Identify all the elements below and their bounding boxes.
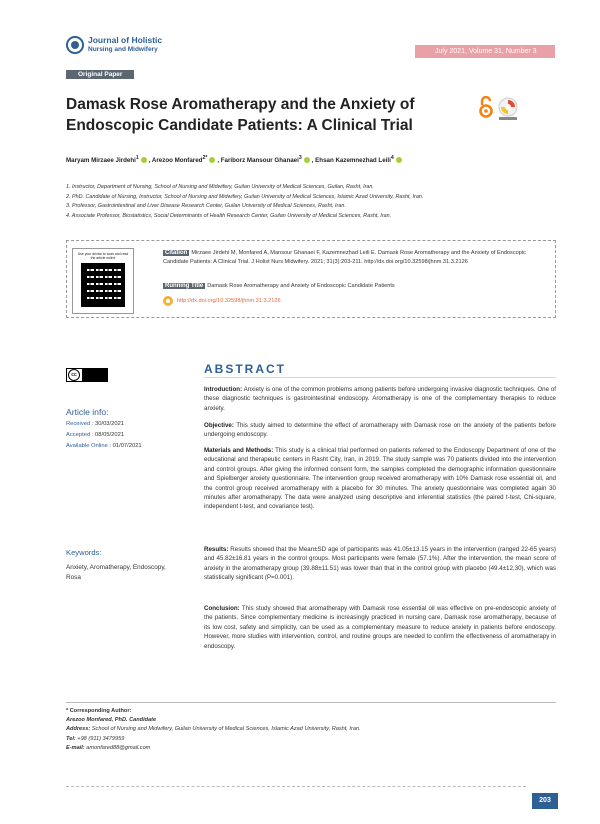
keywords-heading: Keywords: bbox=[66, 548, 102, 557]
orcid-icon[interactable] bbox=[209, 157, 215, 163]
journal-logo bbox=[66, 36, 162, 54]
abstract-methods: Materials and Methods: This study is a clinical trial performed on patients referred to the Endoscopy Department of one of the educational and therapeutic centers in Rasht City, Iran, in 2019. The study sample was 70 patients divided into the intervention and control groups. After giving the informed consent form, the samples completed the demographic information questionnaire and Spielberger anxiety questionnaire. The intervention group received aromatherapy with 10% Damask rose essential oil, and the control group received aromatherapy with a placebo for 30 minutes. The anxiety questionnaire was completed again 30 minutes after aromatherapy. The data were analyzed using descriptive and inferential statistics (the paired t-test, Chi-square, independent t-test, and covariance test). bbox=[204, 447, 556, 511]
orcid-icon[interactable] bbox=[141, 157, 147, 163]
qr-caption: Use your device to scan and read the article online bbox=[77, 252, 129, 260]
article-info-heading: Article info: bbox=[66, 407, 109, 417]
page-title: Damask Rose Aromatherapy and the Anxiety of Endoscopic Candidate Patients: A Clinical Trial bbox=[66, 96, 415, 134]
citation-label: Citation bbox=[165, 250, 188, 256]
affiliation: 1. Instructor, Department of Nursing, School of Nursing and Midwifery, Guilan University of Medical Sciences, Guilan, Rasht, Iran. bbox=[66, 184, 374, 190]
affiliations bbox=[66, 183, 423, 221]
journal-emblem-icon bbox=[66, 36, 84, 54]
author-name[interactable]: Ehsan Kazemnezhad Leili bbox=[315, 157, 391, 165]
orcid-icon[interactable] bbox=[304, 157, 310, 163]
corresponding-address: Address: School of Nursing and Midwifery, Guilan University of Medical Sciences, Islamic Azad University, Rasht, Iran. bbox=[66, 726, 361, 733]
corresponding-divider bbox=[66, 702, 556, 703]
corresponding-name: Arezoo Monfared, PhD. Candidate bbox=[66, 717, 157, 724]
citation-body: Mirzaee Jirdehi M, Monfared A, Mansour Ghanaei F, Kazemnezhad Leili E. Damask Rose Aromatherapy and the Anxiety of Endoscopic Candidate Patients: A Clinical Trial. J Holist Nurs Midwifery. 2021; 31(3):203-211. http://dx.doi.org/10.32598/jhnm.31.3.2126 bbox=[163, 250, 526, 265]
issue-bar: July 2021, Volume 31, Number 3 bbox=[415, 45, 555, 58]
citation-text bbox=[163, 249, 541, 267]
page-number: 203 bbox=[532, 793, 558, 809]
corresponding-email: E-mail: amonfared88@gmail.com bbox=[66, 744, 151, 751]
orcid-icon[interactable] bbox=[396, 157, 402, 163]
crossmark-icon[interactable] bbox=[497, 97, 519, 121]
cc-license-icon[interactable]: cc bbox=[66, 368, 108, 382]
corresponding-author bbox=[66, 707, 361, 753]
journal-name-line2: Nursing and Midwifery bbox=[88, 46, 158, 53]
author-name[interactable]: Arezoo Monfared bbox=[151, 157, 203, 165]
qr-code-box[interactable] bbox=[72, 248, 134, 314]
footer-divider bbox=[66, 786, 526, 787]
doi-link[interactable]: http://dx.doi.org/10.32598/jhnm.31.3.2126 bbox=[177, 298, 281, 304]
affiliation: 2. PhD. Candidate of Nursing, Instructor, School of Nursing and Midwifery, Guilan University of Medical Sciences, Islamic Azad University, Rasht, Iran. bbox=[66, 193, 424, 200]
abstract-divider bbox=[204, 377, 556, 378]
author-name[interactable]: Fariborz Mansour Ghanaei bbox=[220, 157, 299, 165]
journal-name-line1: Journal of Holistic bbox=[88, 35, 163, 45]
corresponding-tel: Tel: +98 (911) 3479959 bbox=[66, 735, 125, 742]
doi-line bbox=[163, 296, 281, 306]
running-title: Running Title Damask Rose Aromatherapy and Anxiety of Endoscopic Candidate Patients bbox=[165, 283, 395, 289]
accepted-date: Accepted : 08/05/2021 bbox=[66, 432, 125, 438]
affiliation: 3. Professor, Gastrointestinal and Liver Disease Research Center, Guilan University of Medical Sciences, Rasht, Iran. bbox=[66, 203, 346, 209]
running-title-label: Running Title bbox=[165, 283, 204, 289]
online-date: Available Online : 01/07/2021 bbox=[66, 443, 142, 449]
keywords-text: Anxiety, Aromatherapy, Endoscopy, Rosa bbox=[66, 564, 166, 581]
corresponding-heading: * Corresponding Author: bbox=[66, 708, 132, 714]
abstract-introduction: Introduction: Anxiety is one of the common problems among patients before undergoing invasive diagnostic techniques. One of these diagnostic techniques is gastrointestinal endoscopy. Aromatherapy is one of the complementary therapies to reduce anxiety. bbox=[204, 386, 556, 412]
open-access-icon bbox=[478, 96, 494, 118]
author-name[interactable]: Maryam Mirzaee Jirdehi bbox=[66, 157, 136, 165]
paper-type-badge: Original Paper bbox=[66, 70, 134, 79]
abstract-results: Results: Results showed that the Mean±SD age of participants was 41.05±13.15 years in the intervention (ranged 22-65 years) and 45.82±16.81 years in the control groups. Most participants were female (57.1%). After the intervention, the mean score of anxiety in the aromatherapy group (39.88±11.51) was lower than that in the control group with placebo (49.4±12.30), which was statistically significant (P=0.001). bbox=[204, 546, 556, 582]
qr-code-icon[interactable] bbox=[81, 263, 125, 307]
doi-icon bbox=[163, 296, 173, 306]
abstract-conclusion: Conclusion: This study showed that aromatherapy with Damask rose essential oil was effective on pre-endoscopic anxiety of the patients. Since complementary medicine is increasingly practiced in nursing care, Damask rose aromatherapy, because of its low cost, safety and simplicity, can be used as a complementary measure to reduce anxiety in patients before endoscopy. However, more studies with intervention, control, and routine groups are needed to confirm the effectiveness of aromatherapy in endoscopy. bbox=[204, 605, 556, 650]
author-list: Maryam Mirzaee Jirdehi$^1$ , Arezoo Monfared$^{2*}$ , Fariborz Mansour Ghanaei$^3$ , Ehsan Kazemnezhad Leili$^4$ bbox=[66, 155, 404, 164]
abstract-heading: ABSTRACT bbox=[204, 362, 286, 376]
received-date: Received : 30/03/2021 bbox=[66, 421, 125, 427]
affiliation: 4. Associate Professor, Biostatistics, Social Determinants of Health Research Center, Guilan University of Medical Sciences, Rasht, Iran. bbox=[66, 212, 392, 219]
abstract-objective: Objective: This study aimed to determine the effect of aromatherapy with Damask rose on the anxiety of the patients before undergoing endoscopy. bbox=[204, 422, 556, 439]
